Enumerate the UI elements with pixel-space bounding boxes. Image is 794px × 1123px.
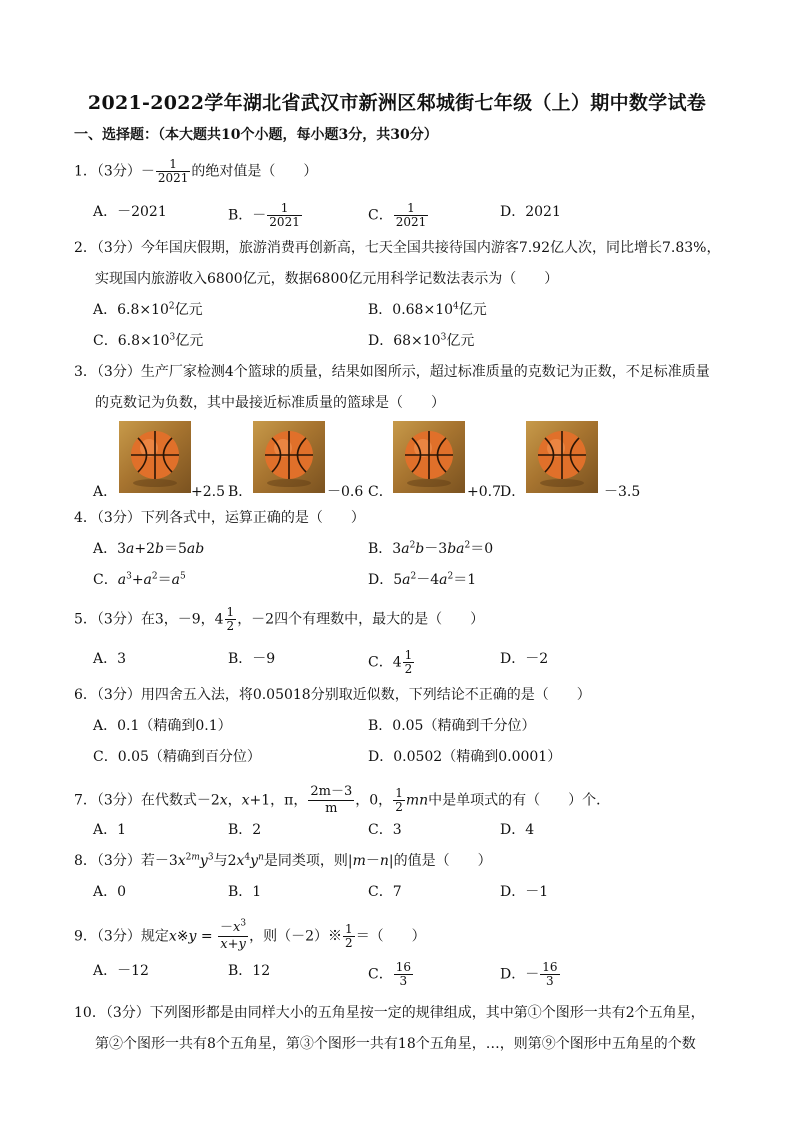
question-10-line-1: 10．（3分）下列图形都是由同样大小的五角星按一定的规律组成，其中第①个图形一共有2个五角星， bbox=[74, 1005, 705, 1021]
question-7: 7．（3分）在代数式－2x，x+1，π， $\frac{2m-3}{m}$ ，0， $\frac{1}{2}$ mn中是单项式的有（ ）个． bbox=[74, 784, 611, 816]
q6-option-b[interactable]: B．0.05（精确到千分位） bbox=[368, 718, 536, 734]
q3-option-a-label[interactable]: A． bbox=[93, 484, 118, 500]
q9-option-b[interactable]: B．12 bbox=[228, 963, 271, 979]
question-10-line-2: 第②个图形一共有8个五角星，第③个图形一共有18个五角星，…，则第⑨个图形中五角星的个数 bbox=[95, 1036, 696, 1052]
fraction: $\frac{1}{2021}$ bbox=[157, 157, 189, 185]
q7-option-d[interactable]: D．4 bbox=[500, 822, 535, 838]
basketball-image-b bbox=[253, 421, 325, 493]
q1-option-c[interactable]: C． $\frac{1}{2021}$ bbox=[368, 201, 427, 229]
question-4: 4．（3分）下列各式中，运算正确的是（ ） bbox=[74, 510, 365, 526]
q4-option-b[interactable]: B．$3a^2b-3ba^2=0$ bbox=[368, 540, 494, 557]
q2-option-c[interactable]: C．$6.8\times 10^3$亿元 bbox=[93, 332, 204, 349]
q1-option-a[interactable]: A．－2021 bbox=[93, 204, 167, 220]
q7-option-c[interactable]: C．3 bbox=[368, 822, 402, 838]
q5-option-c[interactable]: C．4 $\frac{1}{2}$ bbox=[368, 648, 413, 676]
q4-option-a[interactable]: A．3a+2b＝5ab bbox=[93, 541, 205, 557]
q3-value-d: －3.5 bbox=[604, 484, 641, 500]
q9-option-c[interactable]: C． $\frac{16}{3}$ bbox=[368, 960, 411, 988]
q9-option-a[interactable]: A．－12 bbox=[93, 963, 149, 979]
q3-value-b: －0.6 bbox=[327, 484, 364, 500]
q5-option-a[interactable]: A．3 bbox=[93, 651, 127, 667]
question-3-line-1: 3．（3分）生产厂家检测4个篮球的质量，结果如图所示，超过标准质量的克数记为正数，不足标准质量 bbox=[74, 364, 710, 380]
question-9: 9．（3分）规定x※y = $\frac{-x^3}{x+y}$ ，则（－2）※ $\frac{1}{2}$ ＝（ ） bbox=[74, 918, 426, 952]
q3-option-d-label[interactable]: D． bbox=[500, 484, 526, 500]
question-8: 8．（3分）若$-3x^{2m}y^3$与$2x^4y^n$是同类项，则|m－n|的值是（ ） bbox=[74, 852, 492, 869]
q6-option-c[interactable]: C．0.05（精确到百分位） bbox=[93, 749, 261, 765]
question-1: 1．（3分）－ $\frac{1}{2021}$ 的绝对值是（ ） bbox=[74, 157, 318, 185]
section-heading: 一、选择题：（本大题共10个小题，每小题3分，共30分） bbox=[74, 127, 438, 143]
q4-option-c[interactable]: C．$a^3+a^2=a^5$ bbox=[93, 571, 186, 588]
basketball-image-a bbox=[119, 421, 191, 493]
q3-option-b-label[interactable]: B． bbox=[228, 484, 253, 500]
page-title: 2021-2022学年湖北省武汉市新洲区邾城街七年级（上）期中数学试卷 bbox=[87, 92, 707, 114]
q7-option-b[interactable]: B．2 bbox=[228, 822, 262, 838]
q8-option-a[interactable]: A．0 bbox=[93, 884, 127, 900]
q8-option-b[interactable]: B．1 bbox=[228, 884, 262, 900]
question-6: 6．（3分）用四舍五入法，将0.05018分别取近似数，下列结论不正确的是（ ） bbox=[74, 687, 591, 703]
q8-option-c[interactable]: C．7 bbox=[368, 884, 402, 900]
question-2-line-1: 2．（3分）今年国庆假期，旅游消费再创新高，七天全国共接待国内游客7.92亿人次，同比增长7.83%， bbox=[74, 240, 721, 256]
basketball-image-c bbox=[393, 421, 465, 493]
q2-option-b[interactable]: B．$0.68\times 10^4$亿元 bbox=[368, 301, 487, 318]
q3-value-a: +2.5 bbox=[191, 484, 225, 500]
q6-option-d[interactable]: D．0.0502（精确到0.0001） bbox=[368, 749, 562, 765]
q4-option-d[interactable]: D．$5a^2-4a^2=1$ bbox=[368, 571, 477, 588]
q7-option-a[interactable]: A．1 bbox=[93, 822, 127, 838]
q6-option-a[interactable]: A．0.1（精确到0.1） bbox=[93, 718, 232, 734]
q5-option-b[interactable]: B．－9 bbox=[228, 651, 276, 667]
q2-option-a[interactable]: A．$6.8\times 10^2$亿元 bbox=[93, 301, 203, 318]
question-2-line-2: 实现国内旅游收入6800亿元，数据6800亿元用科学记数法表示为（ ） bbox=[95, 271, 559, 287]
question-3-line-2: 的克数记为负数，其中最接近标准质量的篮球是（ ） bbox=[95, 395, 445, 411]
q2-option-d[interactable]: D．$68\times 10^3$亿元 bbox=[368, 332, 475, 349]
q1-option-b[interactable]: B．－ $\frac{1}{2021}$ bbox=[228, 201, 300, 229]
question-5: 5．（3分）在3，－9，4 $\frac{1}{2}$ ，－2四个有理数中，最大的是（ ） bbox=[74, 605, 485, 633]
q3-value-c: +0.7 bbox=[467, 484, 501, 500]
q8-option-d[interactable]: D．－1 bbox=[500, 884, 549, 900]
q3-option-c-label[interactable]: C． bbox=[368, 484, 393, 500]
basketball-image-d bbox=[526, 421, 598, 493]
q9-option-d[interactable]: D．－ $\frac{16}{3}$ bbox=[500, 960, 558, 988]
q1-option-d[interactable]: D．2021 bbox=[500, 204, 561, 220]
q5-option-d[interactable]: D．－2 bbox=[500, 651, 549, 667]
